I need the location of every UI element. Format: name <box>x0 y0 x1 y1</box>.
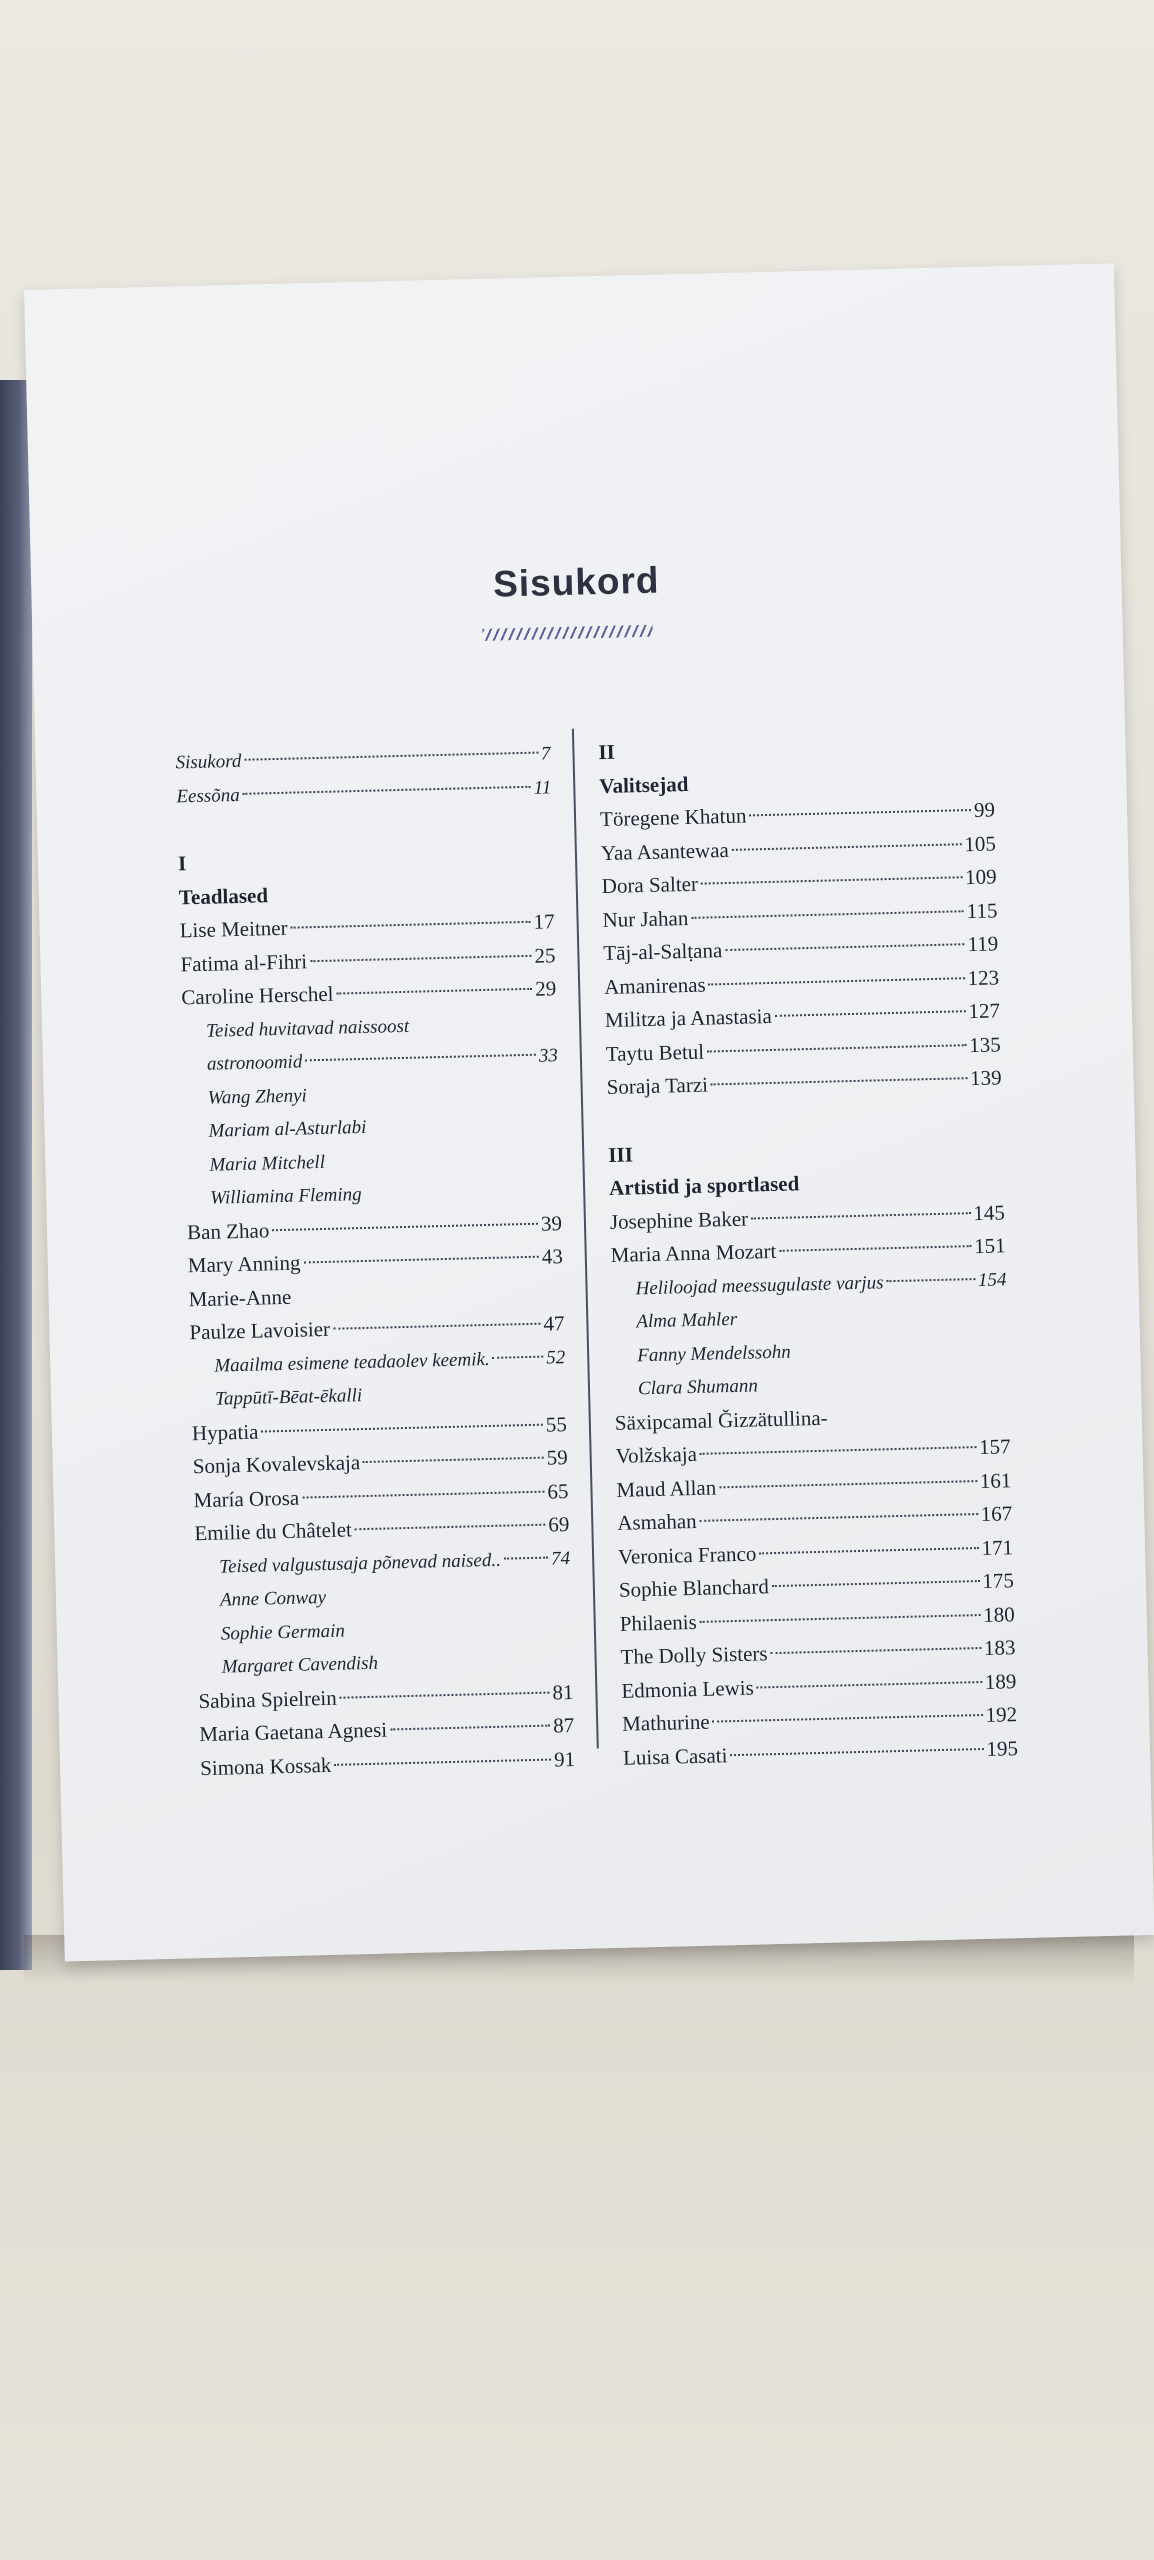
toc-page-number: 29 <box>534 976 557 1001</box>
toc-page-number: 69 <box>548 1512 570 1537</box>
toc-entry-label: Wang Zhenyi <box>207 1084 308 1109</box>
section-title: Teadlased <box>178 882 269 909</box>
dot-leader <box>700 1614 980 1623</box>
toc-page-number: 17 <box>533 909 555 934</box>
toc-entry-label: Amanirenas <box>603 972 706 999</box>
toc-entry-label: Teised huvitavad naissoost <box>205 1015 410 1042</box>
toc-page-number: 192 <box>985 1702 1018 1727</box>
toc-entry-label: Säxipcamal Ğizzätullina- <box>614 1405 828 1435</box>
dot-leader <box>310 954 531 961</box>
dot-leader <box>272 1222 538 1230</box>
dot-leader <box>713 1714 983 1723</box>
dot-leader <box>775 1010 966 1017</box>
dot-leader <box>333 1323 540 1330</box>
toc-page-number: 105 <box>964 830 997 856</box>
toc-page-number: 11 <box>533 776 552 799</box>
toc-page-number: 55 <box>545 1411 568 1437</box>
toc-page-number: 43 <box>541 1244 564 1269</box>
toc-page-number: 135 <box>968 1031 1002 1057</box>
toc-page-number: 115 <box>966 897 998 923</box>
title-divider <box>482 625 652 641</box>
dot-leader <box>725 943 964 951</box>
book-page <box>24 263 1154 1961</box>
toc-entry-label: Tāj-al-Salṭana <box>603 938 723 966</box>
toc-entry-label: Taytu Betul <box>605 1039 705 1066</box>
toc-page-number: 81 <box>552 1679 574 1705</box>
toc-entry-label: María Orosa <box>193 1485 300 1512</box>
dot-leader <box>493 1355 544 1358</box>
dot-leader <box>701 876 962 884</box>
dot-leader <box>757 1681 982 1688</box>
toc-entry-label: Maailma esimene teadaolev keemik. <box>214 1348 490 1377</box>
toc-entry-label: Marie-Anne <box>188 1284 292 1311</box>
dot-leader <box>759 1547 978 1554</box>
section-number: III <box>608 1141 634 1167</box>
dot-leader <box>700 1446 976 1455</box>
toc-page-number: 119 <box>967 931 999 957</box>
toc-page-number: 87 <box>552 1712 575 1738</box>
dot-leader <box>732 843 962 851</box>
toc-entry-label: Simona Kossak <box>199 1752 332 1780</box>
toc-page-number: 65 <box>547 1478 569 1504</box>
dot-leader <box>751 1212 970 1219</box>
toc-page-number: 123 <box>967 964 1000 990</box>
dot-leader <box>261 1423 542 1432</box>
toc-entry-label: Volžskaja <box>615 1441 698 1468</box>
toc-entry-label: Hypatia <box>191 1419 259 1445</box>
dot-leader <box>390 1725 550 1731</box>
dot-leader <box>291 921 531 929</box>
dot-leader <box>772 1580 980 1587</box>
toc-entry-label: Sonja Kovalevskaja <box>192 1450 361 1479</box>
toc-entry-label: Mathurine <box>621 1709 710 1736</box>
toc-entry-label: Asmahan <box>617 1508 697 1535</box>
toc-entry-label: Fanny Mendelssohn <box>636 1341 791 1366</box>
toc-page-number: 157 <box>978 1434 1011 1460</box>
toc-page-number: 171 <box>981 1534 1014 1560</box>
toc-page-number: 47 <box>543 1311 565 1336</box>
toc-page-number: 175 <box>982 1568 1015 1593</box>
toc-page-number: 7 <box>540 743 551 765</box>
toc-entry-label: Teised valgustusaja põnevad naised.. <box>218 1549 502 1578</box>
dot-leader <box>504 1556 548 1559</box>
dot-leader <box>700 1513 978 1522</box>
toc-entry-label: Mary Anning <box>187 1250 301 1278</box>
toc-page-number: 183 <box>983 1635 1016 1660</box>
toc-entry-label: Emilie du Châtelet <box>194 1517 353 1546</box>
dot-leader <box>243 785 531 794</box>
toc-column-left <box>175 737 575 1785</box>
toc-page-number: 167 <box>980 1501 1013 1526</box>
toc-entry-label: Töregene Khatun <box>599 803 747 832</box>
toc-page-number: 139 <box>969 1065 1002 1091</box>
toc-page-number: 180 <box>982 1601 1015 1627</box>
toc-entry-label: Sophie Blanchard <box>618 1574 770 1602</box>
dot-leader <box>303 1256 538 1264</box>
toc-entry-label: Fatima al-Fihri <box>180 948 308 976</box>
dot-leader <box>355 1524 546 1531</box>
toc-page-number: 33 <box>538 1045 559 1067</box>
toc-entry-label: Anne Conway <box>219 1587 327 1611</box>
toc-entry-label: Dora Salter <box>601 871 699 899</box>
toc-entry-label: Maria Mitchell <box>209 1151 326 1176</box>
toc-entry-label: Yaa Asantewaa <box>600 837 730 865</box>
toc-entry-label: Sophie Germain <box>220 1620 346 1645</box>
toc-page-number: 91 <box>553 1746 576 1771</box>
dot-leader <box>730 1747 983 1755</box>
toc-page-number: 99 <box>973 797 996 822</box>
toc-entry-label: Maria Gaetana Agnesi <box>199 1717 388 1747</box>
toc-page-number: 109 <box>964 864 997 890</box>
toc-entry-label: Edmonia Lewis <box>621 1675 755 1703</box>
toc-page-number: 151 <box>973 1233 1006 1259</box>
dot-leader <box>691 910 963 919</box>
toc-entry-label: Sabina Spielrein <box>198 1685 338 1713</box>
toc-entry-label: Margaret Cavendish <box>221 1652 379 1678</box>
toc-entry-label: Maria Anna Mozart <box>610 1238 777 1267</box>
dot-leader <box>719 1480 977 1488</box>
dot-leader <box>707 1044 966 1052</box>
toc-entry-label: Alma Mahler <box>636 1308 738 1333</box>
toc-entry-label: Nur Jahan <box>602 905 689 932</box>
toc-page-number: 74 <box>550 1547 571 1569</box>
toc-entry-label: Lise Meitner <box>179 915 288 943</box>
page-title: Sisukord <box>492 559 660 605</box>
toc-entry-label: Luisa Casati <box>622 1742 728 1770</box>
dot-leader <box>886 1278 974 1282</box>
toc-entry-label: astronoomid <box>206 1051 303 1075</box>
toc-entry-label: Militza ja Anastasia <box>604 1003 773 1033</box>
book-spine <box>0 380 32 1970</box>
toc-entry-label: The Dolly Sisters <box>620 1641 768 1669</box>
toc-entry-label: Heliloojad meessugulaste varjus <box>635 1271 884 1299</box>
toc-page-number: 154 <box>977 1268 1007 1291</box>
dot-leader <box>334 1758 551 1765</box>
dot-leader <box>340 1691 550 1698</box>
section-title: Artistid ja sportlased <box>608 1171 800 1200</box>
toc-entry-label: Soraja Tarzi <box>606 1072 709 1099</box>
column-divider <box>572 729 599 1749</box>
dot-leader <box>711 1077 967 1085</box>
toc-page-number: 189 <box>984 1668 1017 1694</box>
toc-column-right <box>598 726 1018 1774</box>
dot-leader <box>779 1245 971 1252</box>
toc-page-number: 59 <box>546 1445 568 1470</box>
dot-leader <box>749 809 971 816</box>
toc-entry-label: Veronica Franco <box>617 1540 757 1569</box>
dot-leader <box>336 988 532 995</box>
toc-page-number: 52 <box>545 1346 566 1369</box>
toc-entry-label: Sisukord <box>175 750 242 774</box>
toc-entry-label: Josephine Baker <box>609 1206 749 1234</box>
toc-entry-label: Clara Shumann <box>637 1375 759 1400</box>
dot-leader <box>302 1490 544 1498</box>
toc-entry-label: Paulze Lavoisier <box>189 1316 331 1345</box>
dot-leader <box>771 1647 981 1654</box>
toc-entry-label: Caroline Herschel <box>181 981 334 1010</box>
toc-page-number: 145 <box>973 1199 1006 1225</box>
dot-leader <box>363 1457 544 1463</box>
toc-entry-label: Eessõna <box>176 784 240 807</box>
toc-entry-label: Maud Allan <box>616 1474 717 1502</box>
toc-entry-label: Williamina Fleming <box>209 1184 362 1209</box>
dot-leader <box>305 1054 536 1062</box>
toc-page-number: 25 <box>534 942 556 968</box>
toc-page-number: 195 <box>986 1735 1019 1761</box>
toc-entry-label: Philaenis <box>619 1609 698 1636</box>
section-number: I <box>177 851 187 876</box>
toc-entry-label: Tappūtī-Bēat-ēkalli <box>214 1385 363 1410</box>
section-number: II <box>598 739 616 765</box>
toc-entry-label: Ban Zhao <box>186 1217 270 1244</box>
toc-entry-label: Mariam al-Asturlabi <box>208 1116 367 1142</box>
toc-page-number: 161 <box>979 1467 1012 1493</box>
toc-page-number: 39 <box>540 1210 563 1236</box>
dot-leader <box>244 752 538 761</box>
toc-page-number: 127 <box>968 998 1001 1024</box>
dot-leader <box>709 977 965 985</box>
section-title: Valitsejad <box>598 771 689 798</box>
